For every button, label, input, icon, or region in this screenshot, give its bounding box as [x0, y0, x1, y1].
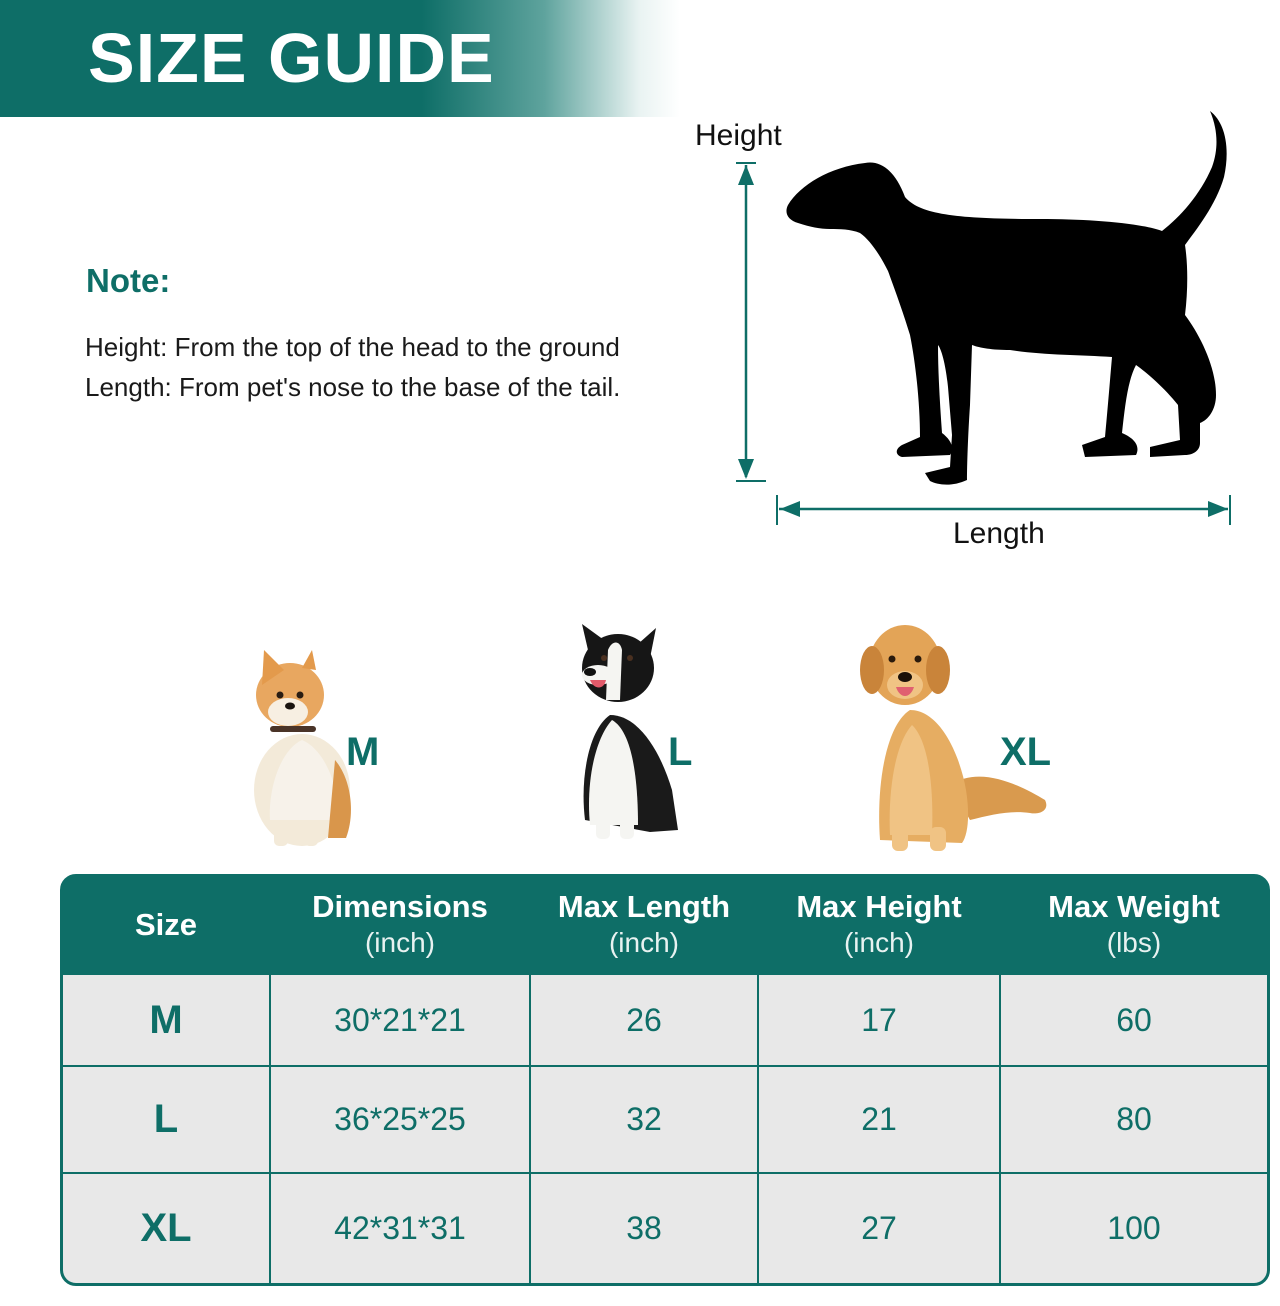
measurement-diagram — [680, 105, 1260, 565]
table-cell-max-length: 38 — [531, 1174, 757, 1283]
diagram-graphic — [680, 105, 1260, 565]
table-cell-max-length: 32 — [531, 1067, 757, 1172]
table-cell-max-length: 26 — [531, 975, 757, 1065]
header-label: Max Height — [796, 889, 962, 924]
table-cell-max-height: 27 — [759, 1174, 999, 1283]
header-label: Dimensions — [312, 889, 488, 924]
border-collie-dog-icon — [560, 620, 685, 845]
table-cell-size: M — [63, 975, 269, 1065]
title-banner — [0, 0, 680, 117]
note-height-definition: Height: From the top of the head to the ground — [85, 332, 620, 362]
table-cell-size: XL — [63, 1174, 269, 1283]
header-unit: (inch) — [608, 927, 679, 958]
note-length-definition: Length: From pet's nose to the base of the tail. — [85, 372, 621, 402]
table-header-max-weight — [1001, 877, 1267, 973]
dog-size-label-m: M — [346, 730, 380, 774]
table-cell-max-height: 17 — [759, 975, 999, 1065]
page-title: SIZE GUIDE — [88, 19, 495, 97]
table-header-size — [63, 877, 269, 973]
note-heading: Note: — [86, 262, 171, 299]
table-header-max-length — [531, 877, 757, 973]
table-cell-max-weight: 60 — [1001, 975, 1267, 1065]
header-label: Max Weight — [1048, 889, 1220, 924]
header-unit: (inch) — [843, 927, 914, 958]
dog-silhouette-icon — [786, 111, 1226, 485]
header-label: Max Length — [557, 889, 731, 924]
table-cell-dimensions: 36*25*25 — [271, 1067, 529, 1172]
table-cell-max-weight: 100 — [1001, 1174, 1267, 1283]
height-arrow-icon — [736, 163, 766, 481]
height-label: Height — [695, 119, 782, 152]
table-header-max-height — [759, 877, 999, 973]
table-cell-dimensions: 42*31*31 — [271, 1174, 529, 1283]
dog-size-label-xl: XL — [1000, 730, 1052, 774]
size-table — [60, 874, 1270, 1286]
table-cell-max-height: 21 — [759, 1067, 999, 1172]
header-unit: (lbs) — [1106, 927, 1162, 958]
table-cell-max-weight: 80 — [1001, 1067, 1267, 1172]
table-cell-size: L — [63, 1067, 269, 1172]
dog-size-label-l: L — [668, 730, 693, 774]
header-label: Size — [134, 907, 198, 942]
table-header-dimensions — [271, 877, 529, 973]
table-cell-dimensions: 30*21*21 — [271, 975, 529, 1065]
length-label: Length — [953, 517, 1045, 550]
header-unit: (inch) — [364, 927, 435, 958]
